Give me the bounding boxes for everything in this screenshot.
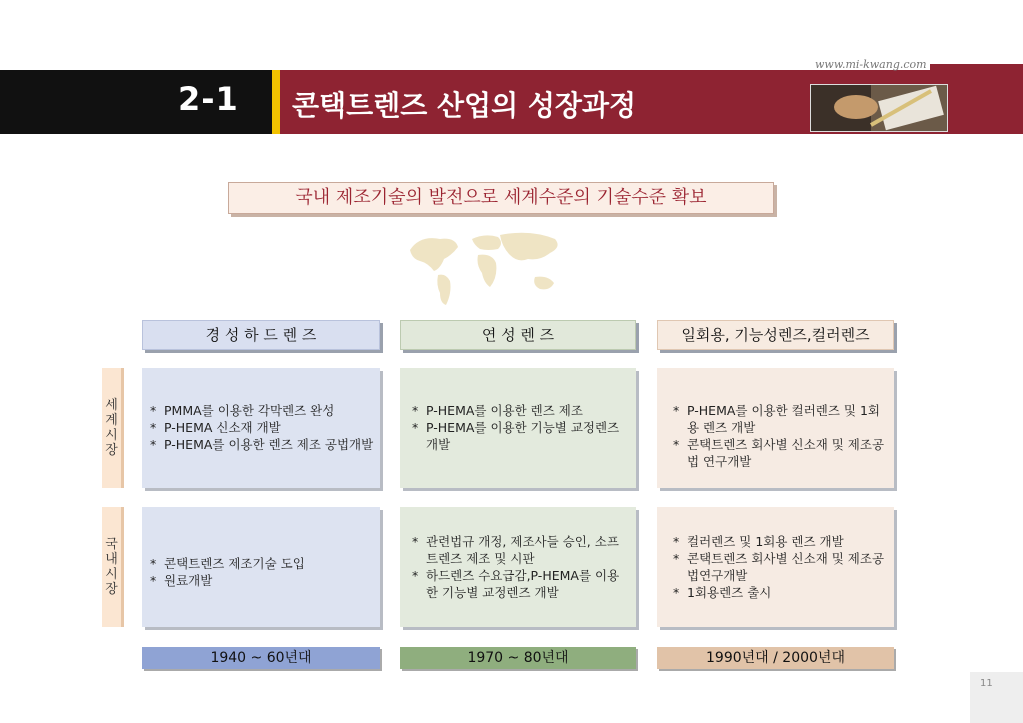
header-yellow-stripe [272, 70, 280, 134]
list-item: * 1회용렌즈 출시 [671, 584, 886, 601]
column-heading-soft-lens: 연 성 렌 즈 [400, 320, 636, 350]
list-item: * P-HEMA를 이용한 기능별 교정렌즈 개발 [410, 419, 628, 453]
column-heading-hard-lens: 경 성 하 드 렌 즈 [142, 320, 380, 350]
page-number: 11 [970, 672, 1023, 723]
column-heading-disposable-lens: 일회용, 기능성렌즈,컬러렌즈 [657, 320, 894, 350]
header-photo [810, 84, 948, 132]
header-red-tab [930, 64, 1023, 74]
list-item: * P-HEMA를 이용한 컬러렌즈 및 1회용 렌즈 개발 [671, 402, 886, 436]
site-url: www.mi-kwang.com [815, 58, 927, 71]
list-item: * 컬러렌즈 및 1회용 렌즈 개발 [671, 533, 886, 550]
row-label-world-market: 세계시장 [102, 368, 124, 488]
list-item: * PMMA를 이용한 각막렌즈 완성 [148, 402, 374, 419]
domestic-panel-hard-lens [142, 507, 380, 627]
world-map-graphic [400, 225, 570, 310]
world-panel-disposable-lens [657, 368, 894, 488]
domestic-panel-disposable-lens [657, 507, 894, 627]
list-item: * 관련법규 개정, 제조사들 승인, 소프트렌즈 제조 및 시판 [410, 533, 628, 567]
list-item: * 하드렌즈 수요급감,P-HEMA를 이용한 기능별 교정렌즈 개발 [410, 567, 628, 601]
row-label-domestic-market: 국내시장 [102, 507, 124, 627]
list-item: * P-HEMA를 이용한 렌즈 제조 공법개발 [148, 436, 374, 453]
era-bar-1990-2000: 1990년대 / 2000년대 [657, 647, 894, 669]
list-item: * P-HEMA 신소재 개발 [148, 419, 374, 436]
list-item: * P-HEMA를 이용한 렌즈 제조 [410, 402, 628, 419]
section-number: 2-1 [178, 80, 239, 118]
domestic-panel-soft-lens [400, 507, 636, 627]
list-item: * 콘택트렌즈 회사별 신소재 및 제조공법 연구개발 [671, 436, 886, 470]
era-bar-1940-60: 1940 ~ 60년대 [142, 647, 380, 669]
world-panel-soft-lens [400, 368, 636, 488]
page-title: 콘택트렌즈 산업의 성장과정 [292, 89, 637, 122]
list-item: * 콘택트렌즈 회사별 신소재 및 제조공법연구개발 [671, 550, 886, 584]
era-bar-1970-80: 1970 ~ 80년대 [400, 647, 636, 669]
subtitle-banner: 국내 제조기술의 발전으로 세계수준의 기술수준 확보 [228, 182, 774, 214]
list-item: * 원료개발 [148, 572, 374, 589]
world-panel-hard-lens [142, 368, 380, 488]
list-item: * 콘택트렌즈 제조기술 도입 [148, 555, 374, 572]
